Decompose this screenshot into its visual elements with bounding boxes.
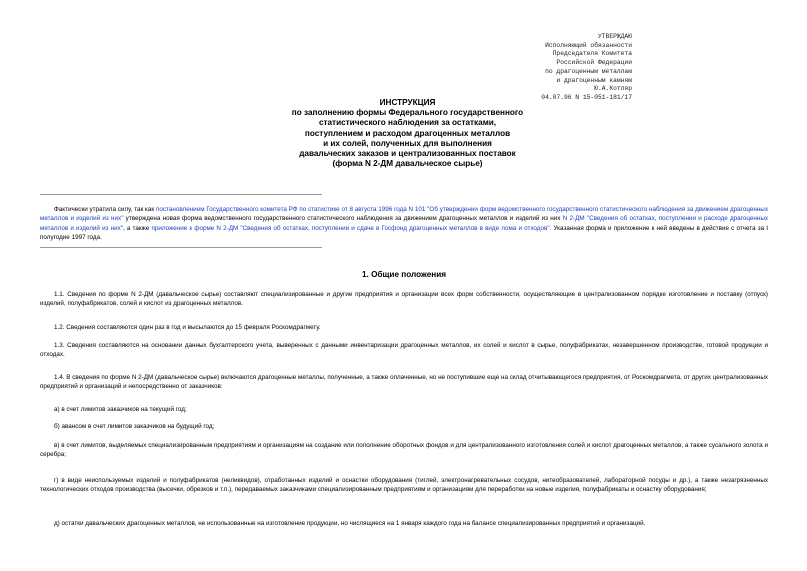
note-divider-top <box>40 194 322 195</box>
title-line: поступлением и расходом драгоценных металлов <box>304 128 511 138</box>
approval-line: Ю.А.Котляр <box>594 85 632 93</box>
list-item-text: д) остатки давальческих драгоценных металлов, не использованные на изготовление продукции, но числящиеся на 1 января каждого года на балансе специализированных предприятий и организаций. <box>54 520 646 527</box>
paragraph-text: 1.1. Сведения по форме N 2-ДМ (давальческое сырье) составляют специализированные и другие предприятия и организации всех форм собственности, осуществляющие в централизованном порядке изготовление и поставку (отпуск) изделий, полуфабрикатов, солей и кислот из драгоценных металлов. <box>40 291 768 308</box>
list-item <box>40 422 768 431</box>
note-text: утверждена новая форма ведомственного государственного статистического наблюдения за движением драгоценных металлов и изделий из них <box>123 215 563 223</box>
title-line: и их солей, полученных для выполнения <box>323 138 492 148</box>
list-item-text: а) в счет лимитов заказчиков на текущий год; <box>54 406 187 413</box>
form-appendix-link[interactable]: приложение к форме N 2-ДМ "Сведения об остатках, поступлении и сдаче в Госфонд драгоценных металлов в виде лома и отходов" <box>151 224 550 232</box>
approval-line: по драгоценным металлам <box>545 67 632 75</box>
paragraph-text: 1.3. Сведения составляются на основании данных бухгалтерского учета, выверенных с данными инвентаризации драгоценных металлов, их солей и кислот в сырье, полуфабрикатах, незавершенном производстве, готовой продукции и отходах. <box>40 342 768 359</box>
editorial-note <box>40 205 768 243</box>
approval-line: 04.07.96 N 15-051-181/17 <box>541 93 632 101</box>
section-heading: 1. Общие положения <box>361 270 447 279</box>
approval-line: УТВЕРЖДАЮ <box>597 33 632 40</box>
note-text: . Указанная форма и приложение к ней введены в действие с отчета за I полугодие 1997 года. <box>40 224 768 242</box>
approval-line: и драгоценным камням <box>556 76 632 84</box>
list-item <box>40 519 768 528</box>
paragraph-text: 1.4. В сведения по форме N 2-ДМ (давальческое сырье) включаются драгоценные металлы, полученные, а также оплаченные, но не поступившие еще на склад отчитывающегося предприятия, от Роскомдрагмета, от других централизованных предприятий и организаций и непосредственно от заказчиков: <box>40 374 768 391</box>
document-title <box>200 98 615 169</box>
title-line: ИНСТРУКЦИЯ <box>379 98 436 107</box>
note-text: Фактически утратила силу, так как <box>54 206 156 213</box>
paragraph <box>40 341 768 360</box>
approval-line: Российской Федерации <box>556 59 632 67</box>
list-item-text: г) в виде неиспользуемых изделий и полуфабрикатов (неликвидов), отработанных изделий и оснастки оборудования (тиглей, электронагревательных сосудов, нитеобразователей, лабораторной посуды и др.), а также незагрязненных технологических отходов производства (высечки, обрезков и т.п.), передаваемых заказчиками специализированным предприятиям и организациям для переработки на новые изделия, полуфабрикаты и оснастку оборудования; <box>40 477 768 494</box>
resolution-link[interactable]: постановлением Государственного комитета РФ по статистике от 8 августа 1996 года N 101 "Об утверждении форм ведомственного государственного статистического наблюдения за движением драгоценных металлов и изделий из них" <box>40 206 768 223</box>
paragraph-text: 1.2. Сведения составляются один раз в год и высылаются до 15 февраля Роскомдрагмету. <box>54 324 321 331</box>
title-line: статистического наблюдения за остатками, <box>318 118 497 128</box>
list-item <box>40 405 768 414</box>
title-line: по заполнению формы Федерального государственного <box>291 108 524 118</box>
list-item-text: в) в счет лимитов, выделяемых специализированным предприятиям и организациям на создание или пополнение оборотных фондов и для централизованного изготовления солей и кислот драгоценных металлов, а также сусального золота и серебра; <box>40 442 768 459</box>
list-item-text: б) авансом в счет лимитов заказчиков на будущий год; <box>54 423 215 430</box>
paragraph <box>40 323 768 332</box>
paragraph <box>40 373 768 392</box>
form-2dm-link[interactable]: N 2-ДМ "Сведения об остатках, поступлении и расходе драгоценных металлов и изделий из них" <box>40 215 769 232</box>
approval-line: Исполняющий обязанности <box>545 41 632 49</box>
list-item <box>40 476 768 495</box>
paragraph <box>40 290 768 309</box>
note-text: , а также <box>122 224 152 232</box>
list-item <box>40 441 768 460</box>
approval-stamp <box>520 33 632 103</box>
note-divider-bottom <box>40 247 322 248</box>
title-line: (форма N 2-ДМ давальческое сырье) <box>332 159 483 169</box>
title-line: давальческих заказов и централизованных поставок <box>299 149 516 159</box>
approval-line: Председателя Комитета <box>552 50 632 58</box>
